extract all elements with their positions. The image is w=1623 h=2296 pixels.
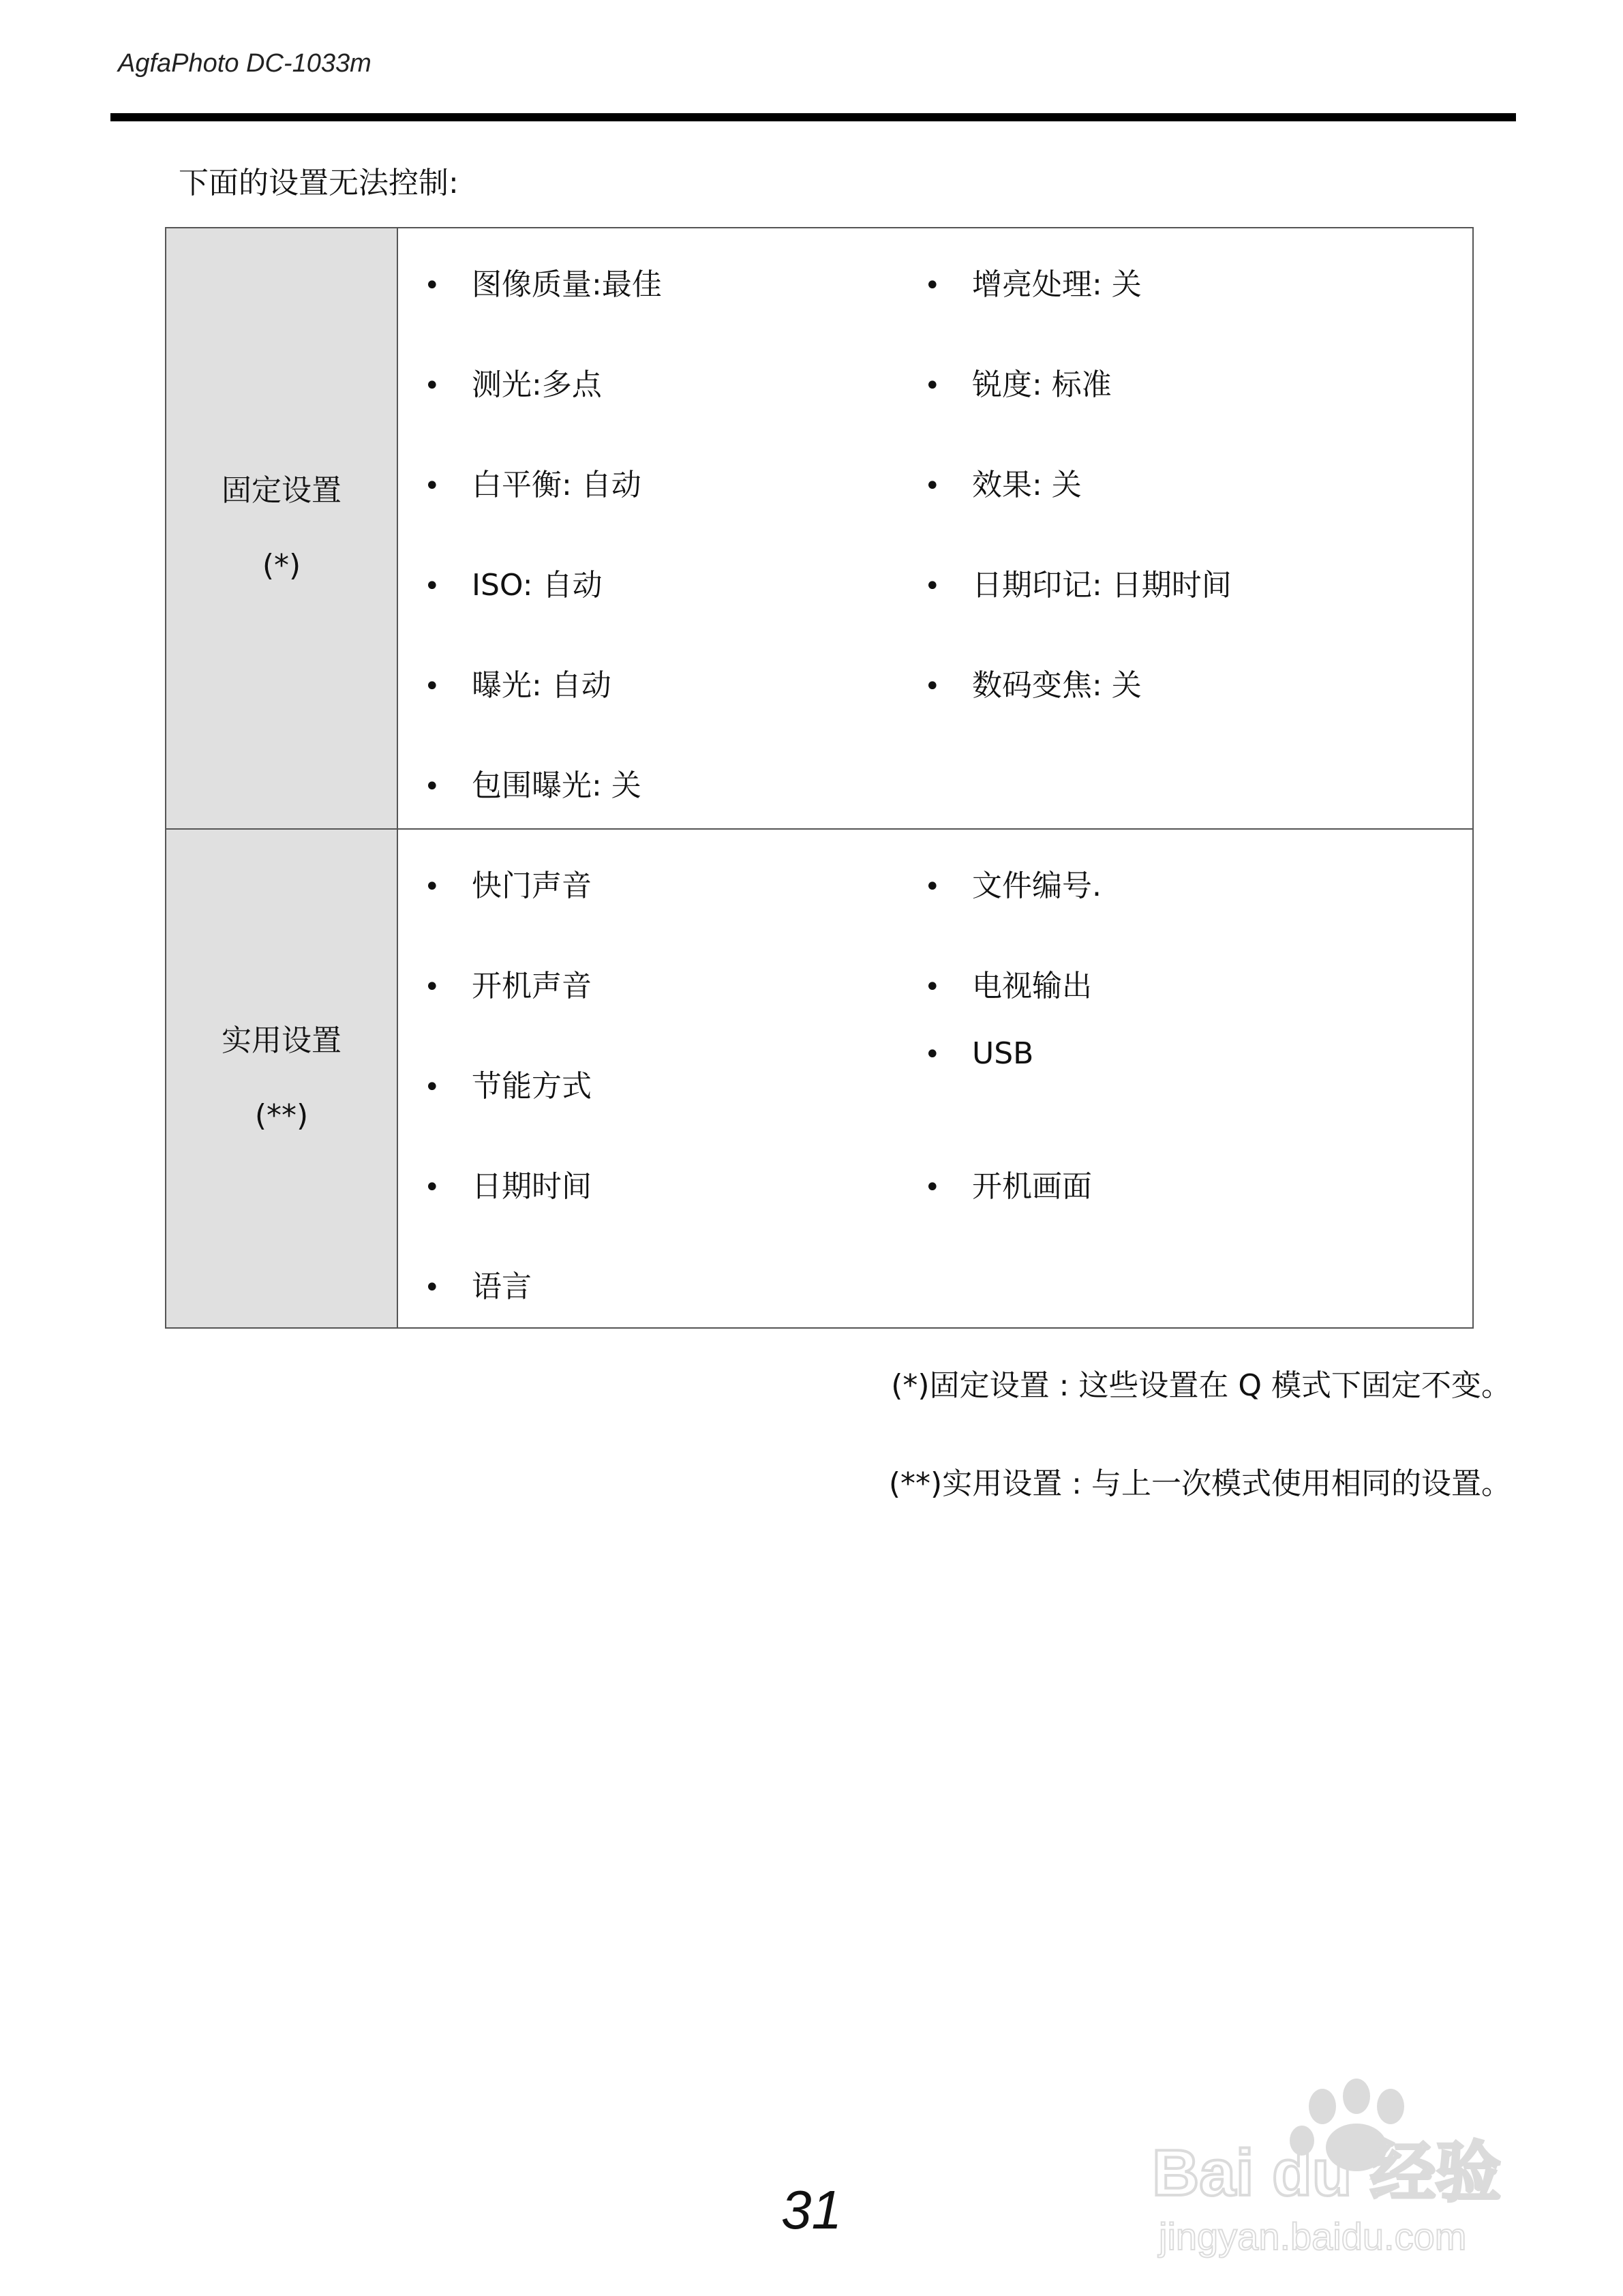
footnote-fixed: (*)固定设置 : 这些设置在 Q 模式下固定不变。 — [891, 1368, 1511, 1403]
bullet-icon: • — [424, 771, 440, 802]
bullet-icon: • — [424, 270, 440, 301]
bullet-icon: • — [924, 571, 941, 602]
bullet-icon: • — [424, 871, 440, 903]
list-item: • 开机画面 — [924, 1169, 1092, 1204]
bullet-icon: • — [424, 971, 440, 1003]
utility-settings-row — [166, 829, 1473, 1328]
fixed-settings-category — [166, 228, 397, 829]
utility-settings-category — [166, 829, 397, 1328]
list-item: • 文件编号. — [924, 868, 1102, 903]
list-item: • 节能方式 — [424, 1069, 592, 1104]
list-item: • 数码变焦: 关 — [924, 668, 1142, 703]
list-item: • 电视输出 — [924, 969, 1092, 1003]
footnote-utility: (**)实用设置 : 与上一次模式使用相同的设置。 — [888, 1466, 1511, 1501]
fixed-settings-label: 固定设置 — [222, 473, 342, 508]
list-item: • 测光:多点 — [424, 367, 602, 402]
watermark-main-text: Bai du 经验 — [1152, 2136, 1502, 2209]
list-item: • ISO: 自动 — [424, 568, 603, 603]
bullet-icon: • — [924, 470, 941, 502]
bullet-icon: • — [924, 671, 941, 702]
page-number: 31 — [781, 2179, 842, 2240]
list-item: • 包围曝光: 关 — [424, 768, 641, 803]
bullet-icon: • — [424, 1272, 440, 1303]
intro-text: 下面的设置无法控制: — [179, 166, 459, 200]
list-item: • 白平衡: 自动 — [424, 468, 641, 502]
list-item: • USB — [924, 1036, 1034, 1071]
list-item: • 增亮处理: 关 — [924, 267, 1142, 302]
bullet-icon: • — [424, 671, 440, 702]
list-item: • 锐度: 标准 — [924, 367, 1112, 402]
list-item: • 日期时间 — [424, 1169, 592, 1204]
baidu-watermark-icon — [1152, 2066, 1534, 2270]
document-header-title: AgfaPhoto DC-1033m — [118, 49, 371, 78]
list-item: • 快门声音 — [424, 868, 592, 903]
bullet-icon: • — [924, 971, 941, 1003]
fixed-settings-mark: (*) — [262, 548, 301, 583]
fixed-settings-items — [397, 228, 1473, 829]
list-item: • 效果: 关 — [924, 468, 1082, 502]
list-item: • 曝光: 自动 — [424, 668, 611, 703]
bullet-icon: • — [924, 1039, 941, 1070]
utility-settings-items — [397, 829, 1473, 1328]
utility-settings-label: 实用设置 — [222, 1023, 342, 1058]
bullet-icon: • — [424, 1172, 440, 1203]
watermark-sub-text: jingyan.baidu.com — [1159, 2215, 1467, 2258]
list-item: • 图像质量:最佳 — [424, 267, 662, 302]
bullet-icon: • — [924, 270, 941, 301]
bullet-icon: • — [424, 370, 440, 402]
bullet-icon: • — [424, 470, 440, 502]
fixed-settings-row — [166, 228, 1473, 829]
bullet-icon: • — [424, 1072, 440, 1103]
bullet-icon: • — [924, 370, 941, 402]
bullet-icon: • — [924, 1172, 941, 1203]
bullet-icon: • — [924, 871, 941, 903]
bullet-icon: • — [424, 571, 440, 602]
utility-settings-mark: (**) — [254, 1098, 309, 1133]
list-item: • 开机声音 — [424, 969, 592, 1003]
header-rule — [110, 113, 1516, 121]
list-item: • 日期印记: 日期时间 — [924, 568, 1232, 603]
settings-table — [165, 227, 1474, 1329]
list-item: • 语言 — [424, 1269, 532, 1304]
